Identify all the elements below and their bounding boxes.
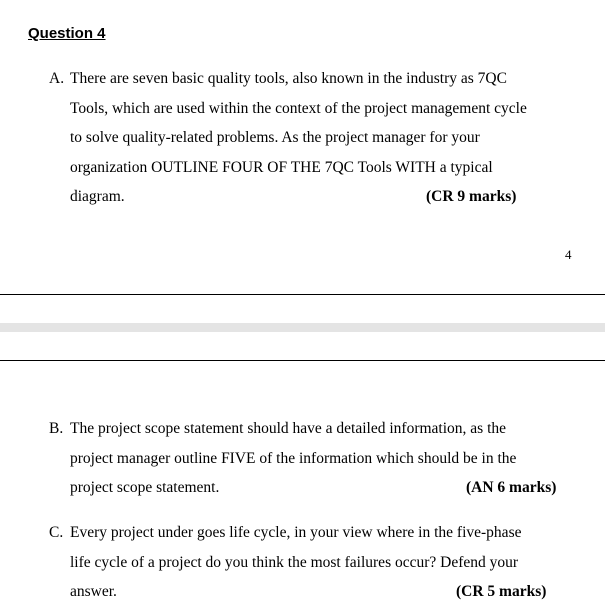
question-b [49, 414, 557, 503]
question-a-letter: A. [49, 70, 65, 87]
question-a-line-5 [70, 182, 527, 212]
question-c-marks: (CR 5 marks) [456, 583, 547, 600]
page-top-rule [0, 360, 605, 361]
question-b-marks: (AN 6 marks) [466, 479, 557, 496]
question-a-marks: (CR 9 marks) [426, 188, 517, 205]
page-number: 4 [565, 247, 572, 262]
page-gap [0, 323, 605, 332]
question-c-line-3 [70, 577, 547, 607]
question-c-line-2: life cycle of a project do you think the most failures occur? Defend your [70, 553, 519, 571]
question-c-letter: C. [49, 524, 64, 541]
question-b-line-3 [70, 473, 557, 503]
question-a-line-5-text: diagram. [70, 188, 125, 205]
question-a [49, 64, 527, 212]
question-b-line-2: project manager outline FIVE of the information which should be in the [70, 449, 517, 467]
question-a-line-3: to solve quality-related problems. As the project manager for your [70, 129, 480, 146]
question-a-line-1: There are seven basic quality tools, also known in the industry as 7QC [70, 70, 507, 87]
question-heading: Question 4 [28, 25, 106, 42]
question-b-line-1: The project scope statement should have a detailed information, as the [70, 420, 507, 437]
question-a-line-2: Tools, which are used within the context of the project management cycle [70, 99, 527, 117]
question-c-line-3-text: answer. [70, 583, 117, 600]
question-b-line-3-text: project scope statement. [70, 479, 220, 496]
page-bottom-rule [0, 294, 605, 295]
question-b-letter: B. [49, 420, 64, 437]
question-c-line-1: Every project under goes life cycle, in your view where in the five-phase [70, 524, 522, 541]
question-c [49, 518, 547, 607]
question-a-line-4: organization OUTLINE FOUR OF THE 7QC Tools WITH a typical [70, 158, 493, 176]
